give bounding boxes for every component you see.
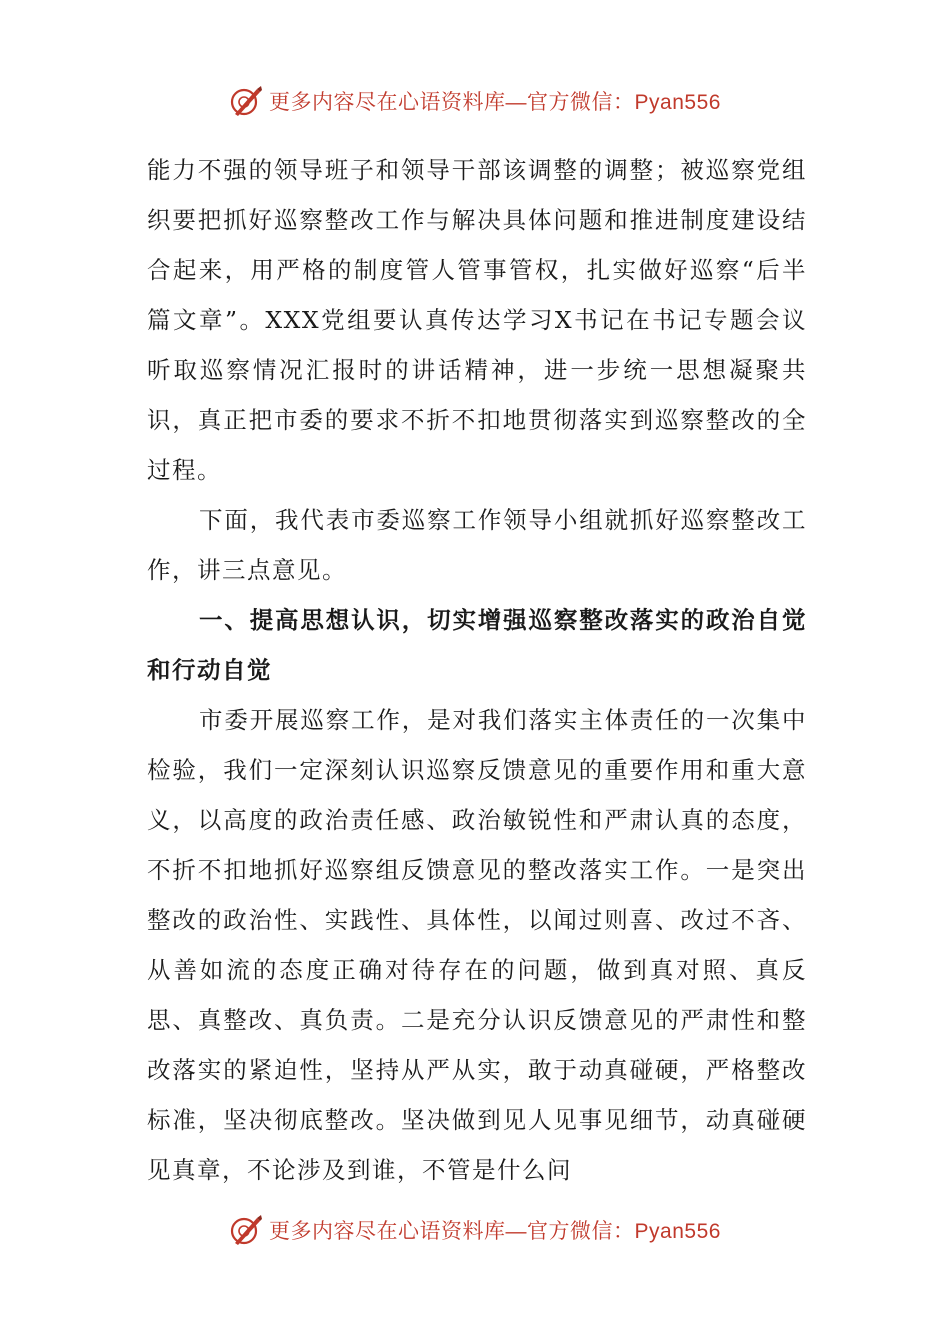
header-watermark [0, 84, 950, 118]
footer-site-name: 更多内容尽在心语资料库 [269, 1219, 506, 1243]
header-site-name: 更多内容尽在心语资料库 [269, 90, 506, 114]
header-contact: —官方微信：Pyan556 [505, 91, 721, 114]
paragraph-3: 市委开展巡察工作，是对我们落实主体责任的一次集中检验，我们一定深刻认识巡察反馈意见的重要作用和重大意义，以高度的政治责任感、政治敏锐性和严肃认真的态度，不折不扣地抓好巡察组反馈意见的整改落实工作。一是突出整改的政治性、实践性、具体性，以闻过则喜、改过不吝、从善如流的态度正确对待存在的问题，做到真对照、真反思、真整改、真负责。二是充分认识反馈意见的严肃性和整改落实的紧迫性，坚持从严从实，敢于动真碰硬，严格整改标准，坚决彻底整改。坚决做到见人见事见细节，动真碰硬见真章，不论涉及到谁，不管是什么问 [147, 706, 807, 1184]
pen-circle-logo-icon [229, 84, 263, 118]
footer-contact: —官方微信：Pyan556 [505, 1220, 721, 1243]
paragraph-2: 下面，我代表市委巡察工作领导小组就抓好巡察整改工作，讲三点意见。 [147, 506, 807, 584]
document-body [147, 145, 807, 1195]
section-heading-1: 一、提高思想认识，切实增强巡察整改落实的政治自觉和行动自觉 [147, 606, 807, 684]
paragraph-1: 能力不强的领导班子和领导干部该调整的调整；被巡察党组织要把抓好巡察整改工作与解决具体问题和推进制度建设结合起来，用严格的制度管人管事管权，扎实做好巡察“后半篇文章”。XXX党组要认真传达学习X书记在书记专题会议听取巡察情况汇报时的讲话精神，进一步统一思想凝聚共识，真正把市委的要求不折不扣地贯彻落实到巡察整改的全过程。 [147, 156, 807, 484]
pen-circle-logo-icon [229, 1213, 263, 1247]
footer-watermark [0, 1213, 950, 1247]
